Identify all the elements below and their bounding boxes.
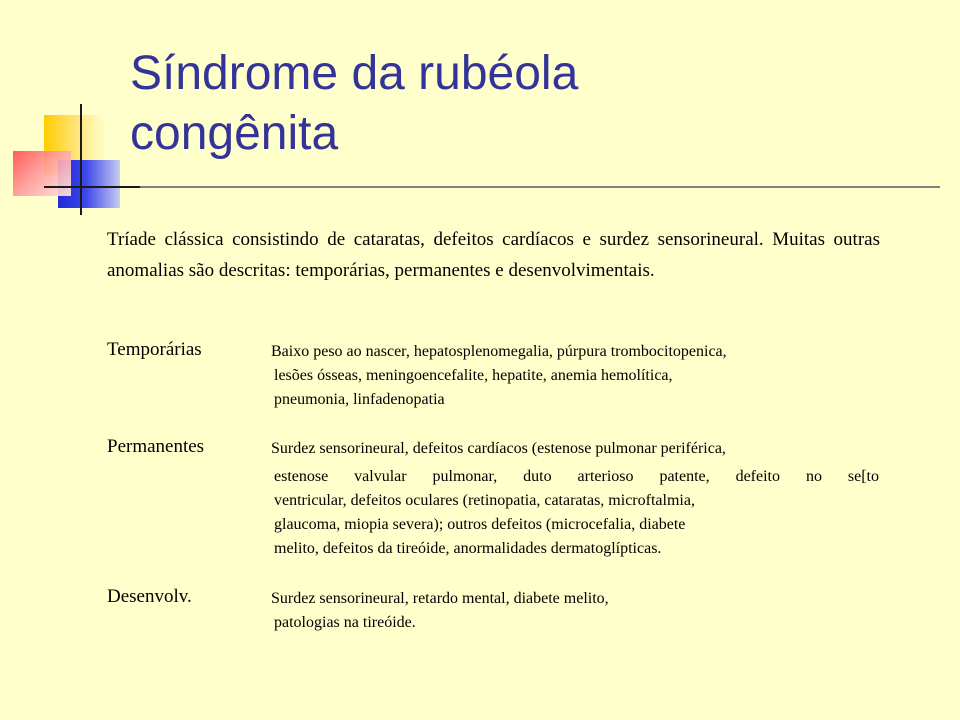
section-line: Surdez sensorineural, defeitos cardíacos (estenose pulmonar periférica, (271, 440, 726, 457)
slide-title-line-1: Síndrome da rubéola (130, 47, 579, 100)
section-label-temporarias: Temporárias (107, 339, 202, 360)
section-line: estenose valvular pulmonar, duto arterioso patente, defeito no se[to (274, 468, 879, 485)
title-underline-accent (44, 186, 140, 188)
section-label-desenvolvimentais: Desenvolv. (107, 586, 192, 607)
section-line: pneumonia, linfadenopatia (274, 391, 445, 408)
section-line: ventricular, defeitos oculares (retinopatia, cataratas, microftalmia, (274, 492, 695, 509)
section-desc-temporarias (271, 340, 911, 412)
section-desc-permanentes (271, 437, 911, 561)
section-line: lesões ósseas, meningoencefalite, hepatite, anemia hemolítica, (274, 367, 673, 384)
intro-paragraph: Tríade clássica consistindo de cataratas, defeitos cardíacos e surdez sensorineural. Muitas outras anomalias são descritas: temporárias, permanentes e desenvolvimentais. (107, 229, 880, 281)
decorative-vertical-line (80, 104, 82, 215)
section-line: glaucoma, miopia severa); outros defeitos (microcefalia, diabete (274, 516, 686, 533)
slide-title-line-2: congênita (130, 107, 339, 160)
section-label-permanentes: Permanentes (107, 436, 205, 457)
section-line: patologias na tireóide. (274, 614, 416, 631)
section-line: melito, defeitos da tireóide, anormalidades dermatoglípticas. (274, 540, 662, 557)
section-line: Baixo peso ao nascer, hepatosplenomegalia, púrpura trombocitopenica, (271, 343, 727, 360)
slide-title (130, 44, 930, 164)
decorative-red-square (13, 151, 71, 196)
title-underline (44, 186, 940, 188)
section-desc-desenvolvimentais (271, 587, 911, 635)
section-line: Surdez sensorineural, retardo mental, diabete melito, (271, 590, 609, 607)
